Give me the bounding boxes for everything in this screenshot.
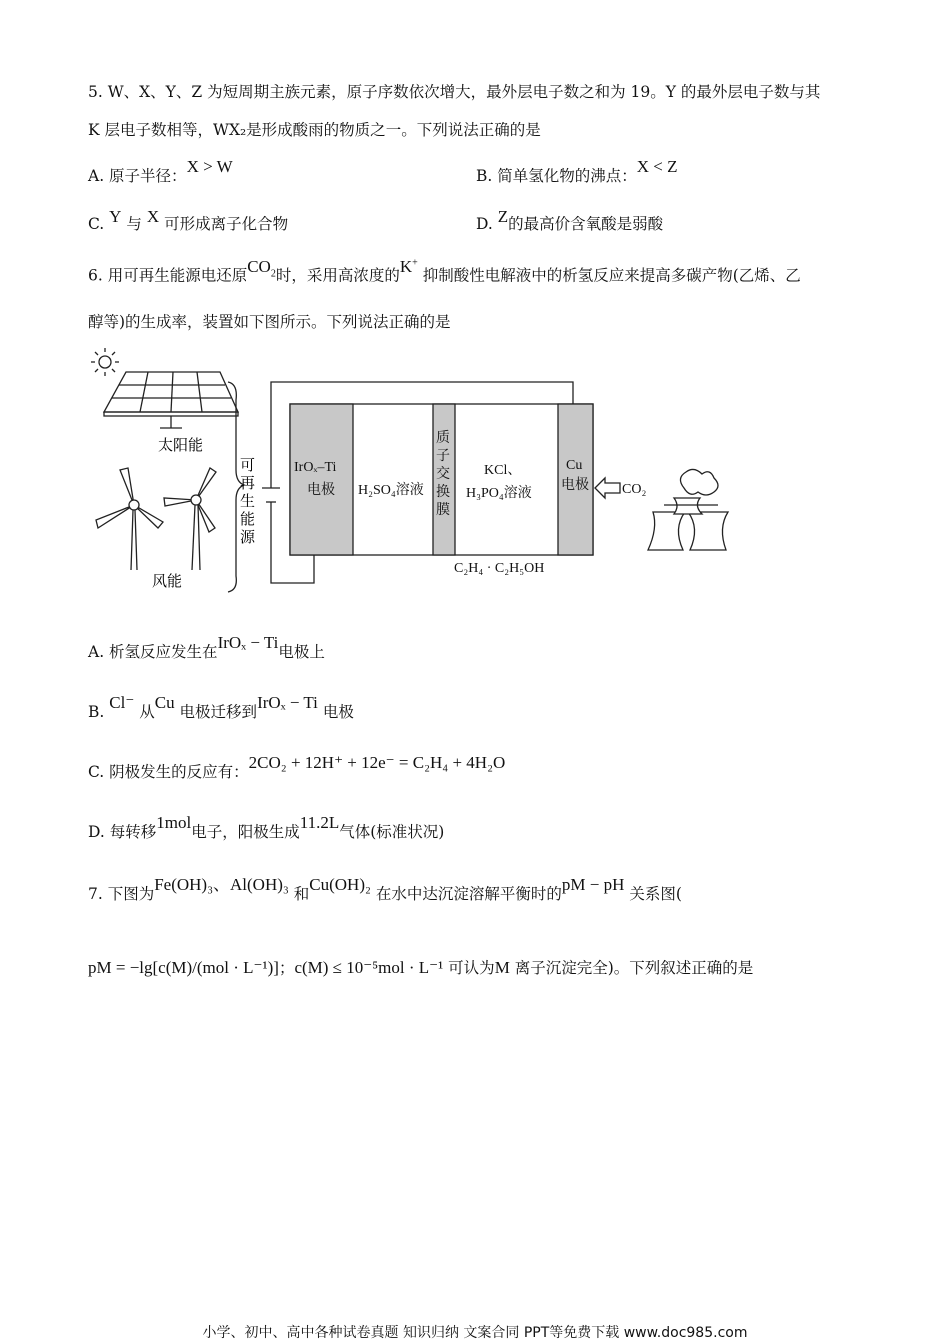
q5-d-z: Z [497,207,509,226]
q6-stem-line2: 醇等)的生成率，装置如下图所示。下列说法正确的是 [88,313,451,331]
q6-a-label: A. 析氢反应发生在 [88,643,218,661]
q5-stem-line2: K 层电子数相等，WX₂是形成酸雨的物质之一。下列说法正确的是 [88,121,541,139]
q5-option-b[interactable] [476,157,678,186]
anode [290,404,353,555]
cathode-label-2: 电极 [561,478,589,493]
q5-c-tail: 可形成离子化合物 [164,215,289,233]
q6-k [400,257,418,276]
q5-option-c[interactable] [88,207,289,234]
q6-option-d[interactable] [88,813,445,842]
q6-k-sup: + [412,257,418,268]
q5-c-x: X [146,207,160,226]
solar-panel-icon [104,372,238,428]
q6-d-mol: 1mol [156,813,192,832]
q7-m1: Fe(OH)₃、Al(OH)₃ [154,875,289,894]
cathode-label-1: Cu [566,458,583,473]
q7-complete-def: c(M) ≤ 10⁻⁵mol · L⁻¹ [294,958,444,977]
anode-label-2: 电极 [307,483,335,498]
q7-and: 和 [293,885,310,903]
q6-co2-text: CO [247,256,271,276]
wind-turbine-icon [96,468,216,570]
q7-m3: pM − pH [561,875,625,894]
q6-c-label: C. 阴极发生的反应有： [88,763,249,781]
q6-b-label: B. [88,703,105,721]
q7-l2-b: 离子沉淀完全)。下列叙述正确的是 [514,959,754,977]
q6-a-math: IrOₓ − Ti [217,633,279,652]
q6-d-vol: 11.2L [299,813,340,832]
membrane-char: 子 [436,449,450,464]
q6-c-math: 2CO₂ + 12H⁺ + 12e⁻ = C₂H₄ + 4H₂O [248,753,506,772]
anode-label-1: IrOₓ–Ti [294,460,337,475]
q6-b-from: 从 [139,703,155,721]
membrane-char: 换 [436,485,450,500]
q5-c-mid: 与 [126,215,142,233]
renewable-char: 源 [240,528,256,546]
renewable-char: 生 [240,492,256,510]
renewable-label [240,456,256,546]
solar-label: 太阳能 [158,436,204,454]
sun-icon [91,348,119,376]
q7-l1-a: 7. 下图为 [88,885,155,903]
q7-sep: ； [278,959,295,977]
right-solution-label-1: KCl、 [484,463,522,478]
q7-l1-b: 在水中达沉淀溶解平衡时的 [375,885,562,903]
q6-b-tail: 电极 [322,703,354,721]
q7-l2-a: 可认为 [448,959,495,977]
membrane-char: 交 [436,467,450,482]
q5-c-label: C. [88,215,105,233]
factory-icon [648,469,728,550]
membrane-char: 质 [436,431,450,446]
q5-d-tail: 的最高价含氧酸是弱酸 [508,215,664,233]
products-label: C₂H₄ · C₂H₅OH [454,561,545,576]
renewable-char: 能 [240,510,256,528]
q6-d-label: D. 每转移 [88,823,157,841]
q5-option-d[interactable] [476,207,664,234]
q7-m: M [494,958,510,977]
q7-stem-line2 [88,958,753,978]
footer: 小学、初中、高中各种试卷真题 知识归纳 文案合同 PPT等免费下载 www.doc985.com [202,1325,748,1341]
co2-arrow-icon [595,478,620,498]
q6-co2-sub: 2 [270,268,276,280]
q7-stem-line1 [88,875,682,904]
q6-a-tail: 电极上 [278,643,325,661]
q6-l1-a: 6. 用可再生能源电还原 [88,266,248,285]
wind-label: 风能 [152,572,183,590]
renewable-char: 可 [240,456,256,474]
q7-pm-def: pM = −lg[c(M)/(mol · L⁻¹)] [88,958,279,977]
q6-option-c[interactable] [88,753,506,782]
q6-b-cl: Cl⁻ [109,693,135,712]
q5-a-label: A. 原子半径： [88,167,187,185]
q5-stem-line1: 5. W、X、Y、Z 为短周期主族元素，原子序数依次增大，最外层电子数之和为 19。Y 的最外层电子数与其 [88,83,821,101]
q6-stem-line1 [88,256,801,293]
q5-b-math: X < Z [636,157,678,176]
renewable-char: 再 [240,474,256,492]
q7-l1-c: 关系图( [629,885,682,903]
q5-d-label: D. [476,215,493,233]
co2-label: CO₂ [622,482,647,497]
left-solution-label: H₂SO₄溶液 [358,483,424,498]
q6-b-cu: Cu [154,693,175,712]
q5-option-a[interactable] [88,157,233,186]
q6-b-mid: 电极迁移到 [179,703,258,721]
q5-c-y: Y [109,207,122,226]
q6-k-text: K [399,256,413,276]
q6-option-b[interactable] [88,693,354,722]
q5-a-math: X > W [186,157,233,176]
q6-co2 [247,256,276,280]
q6-l1-b: 时，采用高浓度的 [275,266,400,285]
electrolysis-diagram [88,340,768,595]
q7-m2: Cu(OH)₂ [309,875,371,894]
q6-l1-c: 抑制酸性电解液中的析氢反应来提高多碳产物(乙烯、乙 [422,266,801,285]
q6-d-tail: 气体(标准状况) [339,823,445,841]
q6-d-mid: 电子，阳极生成 [191,823,300,841]
right-solution-label-2: H₃PO₄溶液 [466,486,532,501]
q5-b-label: B. 简单氢化物的沸点： [476,167,637,185]
membrane-char: 膜 [436,503,450,518]
q6-option-a[interactable] [88,633,325,662]
q6-b-math: IrOₓ − Ti [257,693,318,712]
